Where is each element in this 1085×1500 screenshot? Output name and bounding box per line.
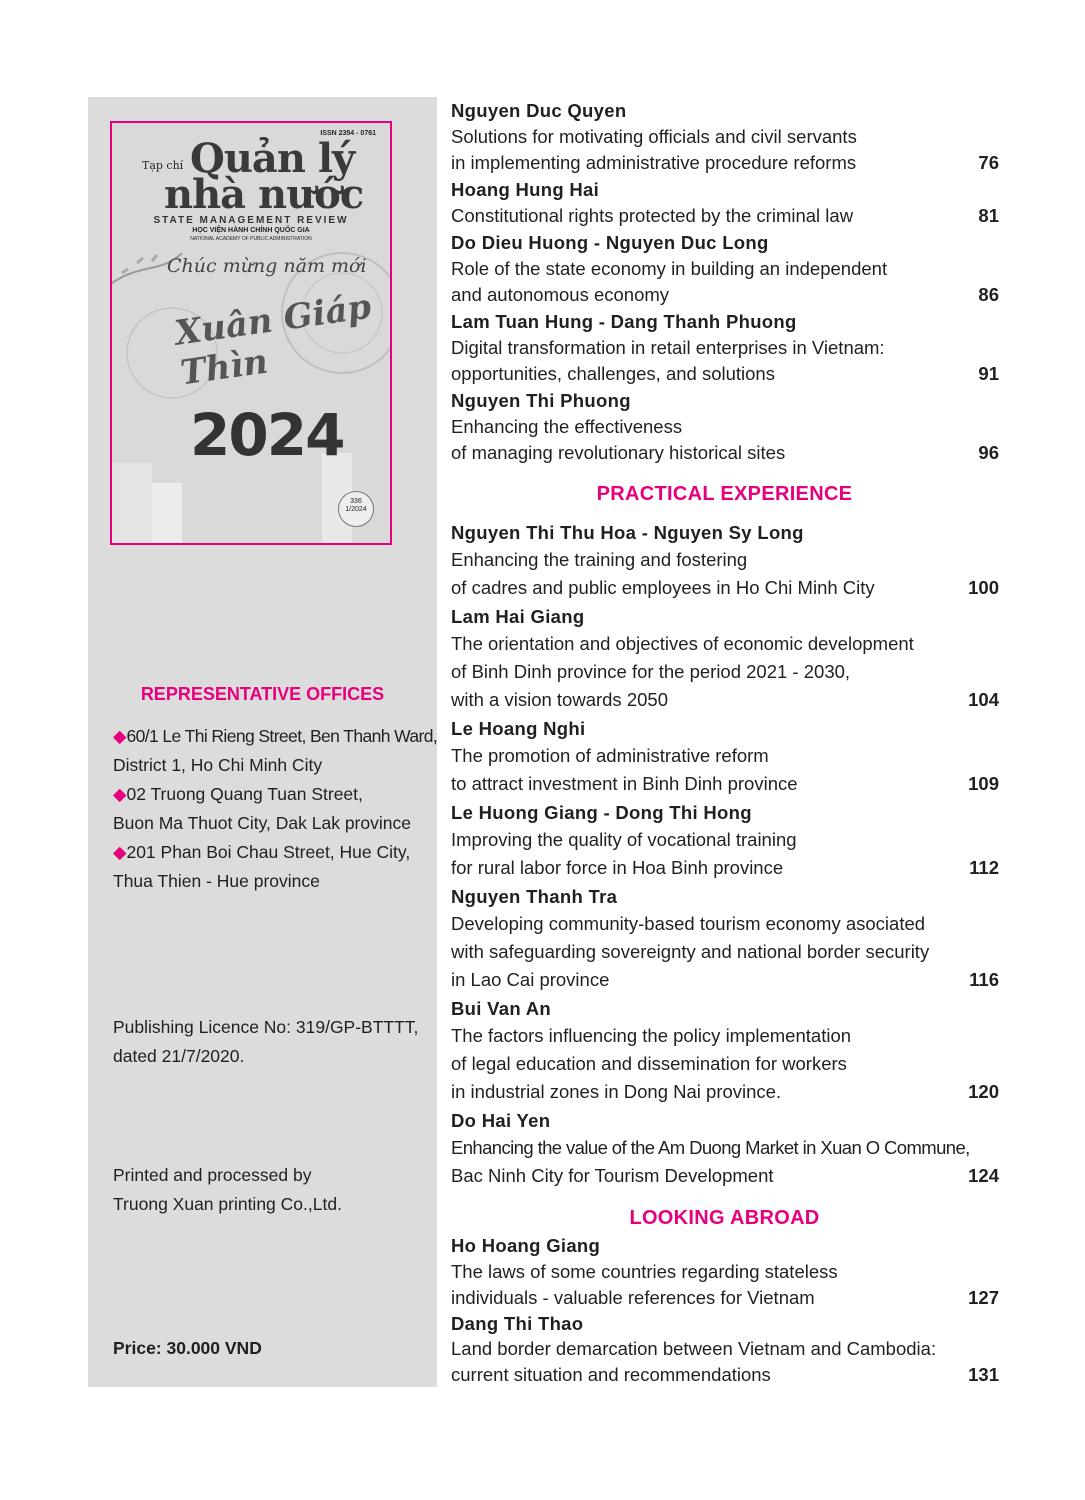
toc-title-line: Role of the state economy in building an independent <box>451 258 888 279</box>
toc-page-number: 104 <box>968 689 999 710</box>
toc-author: Hoang Hung Hai <box>451 179 600 200</box>
toc-title-line: individuals - valuable references for Vietnam <box>451 1287 815 1308</box>
toc-page-number: 100 <box>968 577 999 598</box>
toc-title-line: Solutions for motivating officials and civil servants <box>451 126 857 147</box>
toc-title-line: Developing community-based tourism economy asociated <box>451 913 926 934</box>
toc-title-line: Digital transformation in retail enterprises in Vietnam: <box>451 337 885 358</box>
printer-line: Truong Xuan printing Co.,Ltd. <box>113 1194 342 1214</box>
toc-title-line: with a vision towards 2050 <box>451 689 668 710</box>
office-line: District 1, Ho Chi Minh City <box>113 755 323 775</box>
toc-title-line: The orientation and objectives of economic development <box>451 633 914 654</box>
toc-title-line: Enhancing the effectiveness <box>451 416 683 437</box>
toc-title-line: to attract investment in Binh Dinh province <box>451 773 798 794</box>
toc-title-line: in implementing administrative procedure reforms <box>451 152 857 173</box>
toc-title-line: Enhancing the training and fostering <box>451 549 748 570</box>
cover-title-line1: Quản lý <box>190 135 355 182</box>
printer-info <box>113 1161 438 1219</box>
toc-page-number: 109 <box>968 773 999 794</box>
toc-author: Dang Thi Thao <box>451 1313 584 1334</box>
toc-page-number: 91 <box>978 363 999 384</box>
toc-title-line: Land border demarcation between Vietnam and Cambodia: <box>451 1338 937 1359</box>
office-line: 60/1 Le Thi Rieng Street, Ben Thanh Ward, <box>126 726 438 746</box>
toc-page-number: 120 <box>968 1081 999 1102</box>
toc-title-line: of Binh Dinh province for the period 2021 - 2030, <box>451 661 851 682</box>
toc-title-line: Bac Ninh City for Tourism Development <box>451 1165 774 1186</box>
toc-title-line: and autonomous economy <box>451 284 670 305</box>
diamond-bullet-icon: ◆ <box>113 784 127 804</box>
office-line: Buon Ma Thuot City, Dak Lak province <box>113 813 411 833</box>
section-heading-practical: PRACTICAL EXPERIENCE <box>596 483 853 505</box>
toc-title-line: of legal education and dissemination for workers <box>451 1053 847 1074</box>
toc-title-line: with safeguarding sovereignty and national border security <box>451 941 930 962</box>
cover-script: Xuân Giáp Thìn <box>172 286 374 394</box>
toc-page-number: 127 <box>968 1287 999 1308</box>
licence-line: Publishing Licence No: 319/GP-BTTTT, <box>113 1017 419 1037</box>
toc-page-number: 96 <box>978 442 999 463</box>
toc-title-line: current situation and recommendations <box>451 1364 771 1385</box>
toc-title-line: Constitutional rights protected by the criminal law <box>451 205 854 226</box>
toc-title-line: of managing revolutionary historical sites <box>451 442 786 463</box>
cover-academy-vn: HỌC VIỆN HÀNH CHÍNH QUỐC GIA <box>192 227 310 234</box>
toc-page-number: 81 <box>978 205 999 226</box>
cover-subtitle: STATE MANAGEMENT REVIEW <box>153 215 349 226</box>
toc-author: Ho Hoang Giang <box>451 1235 601 1256</box>
toc-author: Nguyen Thi Phuong <box>451 390 631 411</box>
toc-page-number: 76 <box>978 152 999 173</box>
diamond-bullet-icon: ◆ <box>113 842 127 862</box>
toc-title-line: Enhancing the value of the Am Duong Market in Xuan O Commune, <box>451 1137 970 1158</box>
toc-author: Lam Hai Giang <box>451 606 585 627</box>
printer-line: Printed and processed by <box>113 1165 312 1185</box>
toc-author: Le Hoang Nghi <box>451 718 586 739</box>
section-heading-abroad: LOOKING ABROAD <box>629 1207 820 1229</box>
cover-issue-number: 336 <box>350 498 362 505</box>
cover-greeting: Chúc mừng năm mới <box>167 255 367 277</box>
toc-page-number: 131 <box>968 1364 999 1385</box>
magazine-cover <box>110 121 392 545</box>
cover-tapchi: Tạp chí <box>142 159 184 172</box>
office-2 <box>113 780 438 838</box>
office-line: Thua Thien - Hue province <box>113 871 320 891</box>
diamond-bullet-icon: ◆ <box>113 726 127 746</box>
office-line: 02 Truong Quang Tuan Street, <box>126 784 363 804</box>
toc-author: Le Huong Giang - Dong Thi Hong <box>451 802 752 823</box>
toc-author: Nguyen Thi Thu Hoa - Nguyen Sy Long <box>451 522 804 543</box>
licence-line: dated 21/7/2020. <box>113 1046 245 1066</box>
offices-heading: REPRESENTATIVE OFFICES <box>140 684 385 704</box>
cover-title-line2: nhà nước <box>164 171 364 218</box>
cover-issue-date: 1/2024 <box>345 506 367 514</box>
toc-author: Lam Tuan Hung - Dang Thanh Phuong <box>451 311 797 332</box>
office-line: 201 Phan Boi Chau Street, Hue City, <box>126 842 411 862</box>
price: Price: 30.000 VND <box>113 1338 262 1358</box>
toc-title-line: in industrial zones in Dong Nai province. <box>451 1081 782 1102</box>
cover-issue-badge <box>338 491 374 527</box>
toc-title-line: The factors influencing the policy implementation <box>451 1025 852 1046</box>
cover-year: 2024 <box>190 401 344 469</box>
publishing-licence <box>113 1013 438 1071</box>
toc-author: Nguyen Duc Quyen <box>451 100 627 121</box>
toc-author: Nguyen Thanh Tra <box>451 886 618 907</box>
cover-issn: ISSN 2354 - 0761 <box>320 130 376 137</box>
toc-page-number: 116 <box>969 969 999 990</box>
toc-author: Do Dieu Huong - Nguyen Duc Long <box>451 232 769 253</box>
office-1 <box>113 722 438 780</box>
toc-title-line: The promotion of administrative reform <box>451 745 769 766</box>
toc-page-number: 124 <box>968 1165 999 1186</box>
toc-title-line: for rural labor force in Hoa Binh province <box>451 857 784 878</box>
toc-page-number: 86 <box>978 284 999 305</box>
toc-title-line: The laws of some countries regarding stateless <box>451 1261 838 1282</box>
toc-author: Bui Van An <box>451 998 551 1019</box>
toc-title-line: in Lao Cai province <box>451 969 610 990</box>
toc-author: Do Hai Yen <box>451 1110 551 1131</box>
toc-title-line: Improving the quality of vocational training <box>451 829 797 850</box>
toc-title-line: opportunities, challenges, and solutions <box>451 363 775 384</box>
cover-academy-en: NATIONAL ACADEMY OF PUBLIC ADMINISTRATION <box>190 236 312 242</box>
toc-page-number: 112 <box>969 857 999 878</box>
toc-title-line: of cadres and public employees in Ho Chi Minh City <box>451 577 875 598</box>
office-3 <box>113 838 438 896</box>
